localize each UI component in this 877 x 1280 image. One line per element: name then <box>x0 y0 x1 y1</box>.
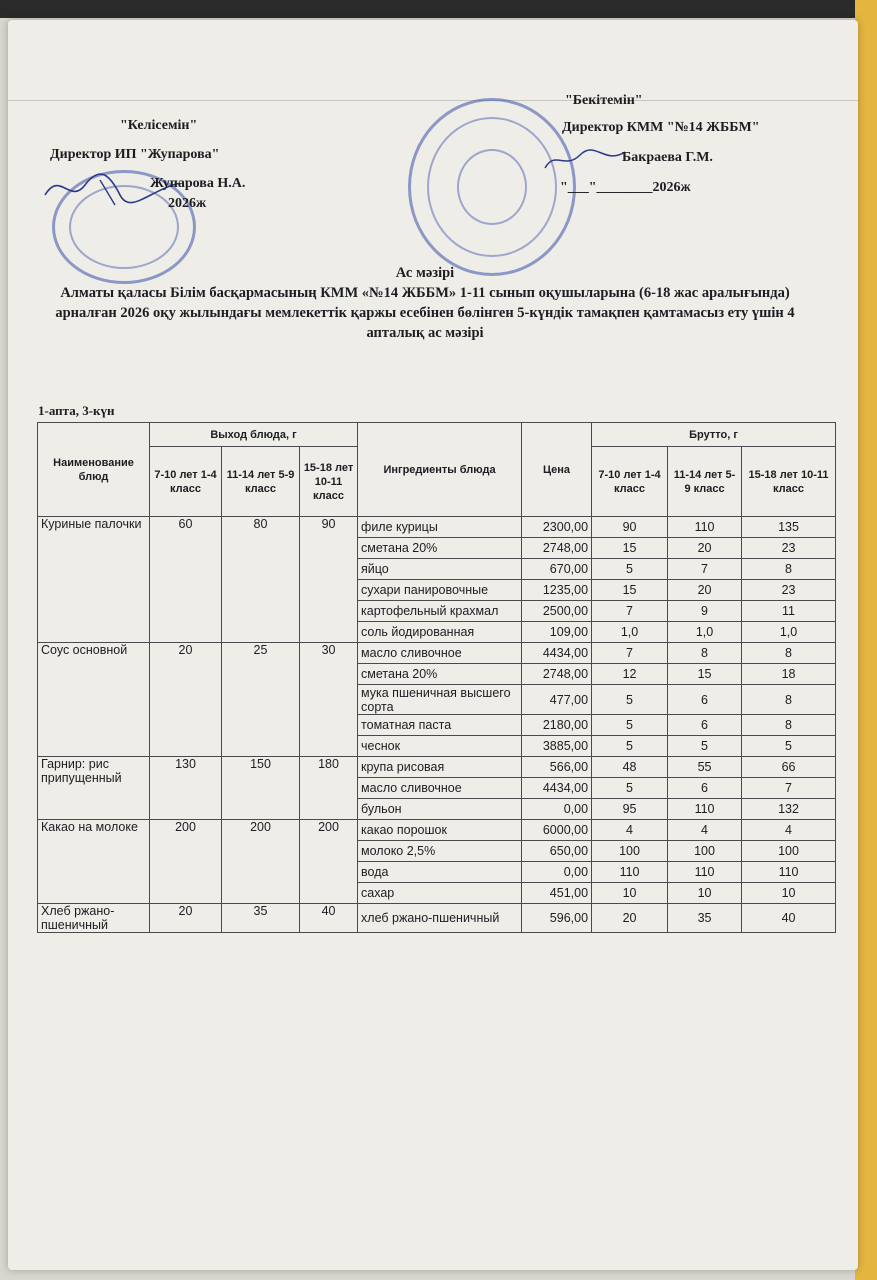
ingredient-brutto: 9 <box>668 601 742 622</box>
ingredient-brutto: 110 <box>592 862 668 883</box>
ingredient-brutto: 4 <box>592 820 668 841</box>
ingredient-name: хлеб ржано-пшеничный <box>358 904 522 933</box>
ingredient-name: сухари панировочные <box>358 580 522 601</box>
ingredient-price: 6000,00 <box>522 820 592 841</box>
ingredient-brutto: 10 <box>742 883 836 904</box>
ingredient-brutto: 1,0 <box>592 622 668 643</box>
ingredient-brutto: 100 <box>668 841 742 862</box>
ingredient-brutto: 110 <box>742 862 836 883</box>
ingredient-brutto: 7 <box>592 643 668 664</box>
ingredient-name: вода <box>358 862 522 883</box>
dish-yield: 130 <box>150 757 222 820</box>
header-brutto-11-14: 11-14 лет 5-9 класс <box>668 447 742 517</box>
ingredient-brutto: 10 <box>592 883 668 904</box>
ingredient-price: 4434,00 <box>522 643 592 664</box>
document-subtitle: Алматы қаласы Білім басқармасының КММ «№14 ЖББМ» 1-11 сынып оқушыларына (6-18 жас аралығында) арналған 2026 оқу жылындағы мемлекеттік қаржы есебінен бөлінген 5-күндік тамақпен қамтамасыз ету үшін 4 апталық ас мәзірі <box>55 285 795 341</box>
ingredient-price: 4434,00 <box>522 778 592 799</box>
ingredient-price: 109,00 <box>522 622 592 643</box>
ingredient-brutto: 15 <box>668 664 742 685</box>
ingredient-brutto: 10 <box>668 883 742 904</box>
ingredient-price: 0,00 <box>522 862 592 883</box>
ingredient-brutto: 132 <box>742 799 836 820</box>
ingredient-brutto: 20 <box>668 538 742 559</box>
approval-right-date: "___"________2026ж <box>560 180 691 195</box>
ingredient-brutto: 11 <box>742 601 836 622</box>
header-dish: Наименование блюд <box>38 423 150 517</box>
ingredient-name: сметана 20% <box>358 538 522 559</box>
ingredient-name: масло сливочное <box>358 778 522 799</box>
header-brutto-15-18: 15-18 лет 10-11 класс <box>742 447 836 517</box>
ingredient-brutto: 15 <box>592 580 668 601</box>
header-ingredients: Ингредиенты блюда <box>358 423 522 517</box>
dish-yield: 60 <box>150 517 222 643</box>
ingredient-brutto: 100 <box>742 841 836 862</box>
document-title: Ас мәзірі <box>395 265 455 281</box>
ingredient-name: крупа рисовая <box>358 757 522 778</box>
approval-left-name: Жупарова Н.А. <box>150 176 246 191</box>
dish-yield: 150 <box>222 757 300 820</box>
dish-name: Хлеб ржано-пшеничный <box>38 904 150 933</box>
menu-table-body <box>38 517 836 933</box>
ingredient-brutto: 18 <box>742 664 836 685</box>
ingredient-brutto: 8 <box>742 559 836 580</box>
ingredient-price: 670,00 <box>522 559 592 580</box>
ingredient-brutto: 6 <box>668 715 742 736</box>
ingredient-brutto: 35 <box>668 904 742 933</box>
ingredient-brutto: 12 <box>592 664 668 685</box>
ingredient-brutto: 8 <box>742 685 836 715</box>
right-stamp-icon <box>408 98 576 276</box>
ingredient-brutto: 8 <box>742 715 836 736</box>
week-day-label: 1-апта, 3-күн <box>38 403 115 418</box>
ingredient-brutto: 5 <box>668 736 742 757</box>
table-row <box>38 643 836 664</box>
ingredient-brutto: 23 <box>742 580 836 601</box>
dish-yield: 35 <box>222 904 300 933</box>
dish-yield: 25 <box>222 643 300 757</box>
dish-name: Какао на молоке <box>38 820 150 904</box>
ingredient-brutto: 66 <box>742 757 836 778</box>
ingredient-name: филе курицы <box>358 517 522 538</box>
ingredient-brutto: 5 <box>592 778 668 799</box>
dish-yield: 20 <box>150 643 222 757</box>
ingredient-name: масло сливочное <box>358 643 522 664</box>
header-brutto-7-10: 7-10 лет 1-4 класс <box>592 447 668 517</box>
ingredient-name: сахар <box>358 883 522 904</box>
dish-name: Гарнир: рис припущенный <box>38 757 150 820</box>
ingredient-brutto: 15 <box>592 538 668 559</box>
approval-right-name: Бакраева Г.М. <box>622 150 713 165</box>
ingredient-brutto: 20 <box>592 904 668 933</box>
header-yield-15-18: 15-18 лет 10-11 класс <box>300 447 358 517</box>
ingredient-brutto: 6 <box>668 685 742 715</box>
dish-yield: 20 <box>150 904 222 933</box>
document-title-block <box>30 263 820 343</box>
ingredient-price: 2300,00 <box>522 517 592 538</box>
header-yield: Выход блюда, г <box>150 423 358 447</box>
ingredient-brutto: 5 <box>592 685 668 715</box>
background-top <box>0 0 877 18</box>
ingredient-price: 0,00 <box>522 799 592 820</box>
ingredient-brutto: 48 <box>592 757 668 778</box>
approval-left-position: Директор ИП "Жупарова" <box>50 147 220 162</box>
ingredient-price: 2180,00 <box>522 715 592 736</box>
ingredient-price: 3885,00 <box>522 736 592 757</box>
ingredient-price: 1235,00 <box>522 580 592 601</box>
dish-yield: 200 <box>222 820 300 904</box>
table-row <box>38 904 836 933</box>
ingredient-brutto: 110 <box>668 799 742 820</box>
approval-left-date: 2026ж <box>168 196 207 211</box>
header-yield-7-10: 7-10 лет 1-4 класс <box>150 447 222 517</box>
header-yield-11-14: 11-14 лет 5-9 класс <box>222 447 300 517</box>
table-row <box>38 517 836 538</box>
ingredient-name: сметана 20% <box>358 664 522 685</box>
ingredient-brutto: 1,0 <box>668 622 742 643</box>
ingredient-name: какао порошок <box>358 820 522 841</box>
table-row <box>38 820 836 841</box>
ingredient-brutto: 20 <box>668 580 742 601</box>
menu-table <box>37 422 836 933</box>
ingredient-brutto: 135 <box>742 517 836 538</box>
dish-yield: 30 <box>300 643 358 757</box>
ingredient-brutto: 110 <box>668 862 742 883</box>
ingredient-price: 451,00 <box>522 883 592 904</box>
ingredient-name: мука пшеничная высшего сорта <box>358 685 522 715</box>
approval-right-position: Директор КММ "№14 ЖББМ" <box>562 120 760 135</box>
ingredient-brutto: 110 <box>668 517 742 538</box>
dish-yield: 180 <box>300 757 358 820</box>
dish-yield: 200 <box>300 820 358 904</box>
ingredient-name: чеснок <box>358 736 522 757</box>
ingredient-price: 650,00 <box>522 841 592 862</box>
header-brutto: Брутто, г <box>592 423 836 447</box>
ingredient-brutto: 5 <box>592 559 668 580</box>
dish-name: Куриные палочки <box>38 517 150 643</box>
ingredient-brutto: 1,0 <box>742 622 836 643</box>
ingredient-brutto: 8 <box>668 643 742 664</box>
ingredient-brutto: 5 <box>742 736 836 757</box>
ingredient-brutto: 7 <box>742 778 836 799</box>
ingredient-brutto: 100 <box>592 841 668 862</box>
ingredient-price: 2500,00 <box>522 601 592 622</box>
ingredient-name: яйцо <box>358 559 522 580</box>
ingredient-brutto: 7 <box>668 559 742 580</box>
ingredient-brutto: 55 <box>668 757 742 778</box>
ingredient-brutto: 8 <box>742 643 836 664</box>
dish-name: Соус основной <box>38 643 150 757</box>
dish-yield: 40 <box>300 904 358 933</box>
ingredient-name: молоко 2,5% <box>358 841 522 862</box>
sleeve-edge <box>8 60 858 101</box>
dish-yield: 90 <box>300 517 358 643</box>
header-price: Цена <box>522 423 592 517</box>
table-row <box>38 757 836 778</box>
ingredient-price: 2748,00 <box>522 538 592 559</box>
approval-left-heading: "Келісемін" <box>120 118 198 133</box>
ingredient-brutto: 95 <box>592 799 668 820</box>
ingredient-brutto: 4 <box>742 820 836 841</box>
ingredient-brutto: 7 <box>592 601 668 622</box>
ingredient-price: 566,00 <box>522 757 592 778</box>
ingredient-name: картофельный крахмал <box>358 601 522 622</box>
ingredient-brutto: 23 <box>742 538 836 559</box>
ingredient-name: томатная паста <box>358 715 522 736</box>
ingredient-price: 477,00 <box>522 685 592 715</box>
ingredient-brutto: 4 <box>668 820 742 841</box>
approval-right-heading: "Бекітемін" <box>565 93 643 108</box>
ingredient-brutto: 5 <box>592 715 668 736</box>
dish-yield: 80 <box>222 517 300 643</box>
ingredient-price: 596,00 <box>522 904 592 933</box>
ingredient-name: соль йодированная <box>358 622 522 643</box>
right-signature-icon <box>540 140 630 180</box>
ingredient-brutto: 6 <box>668 778 742 799</box>
ingredient-brutto: 40 <box>742 904 836 933</box>
ingredient-price: 2748,00 <box>522 664 592 685</box>
dish-yield: 200 <box>150 820 222 904</box>
background-right <box>855 0 877 1280</box>
ingredient-brutto: 90 <box>592 517 668 538</box>
ingredient-brutto: 5 <box>592 736 668 757</box>
ingredient-name: бульон <box>358 799 522 820</box>
